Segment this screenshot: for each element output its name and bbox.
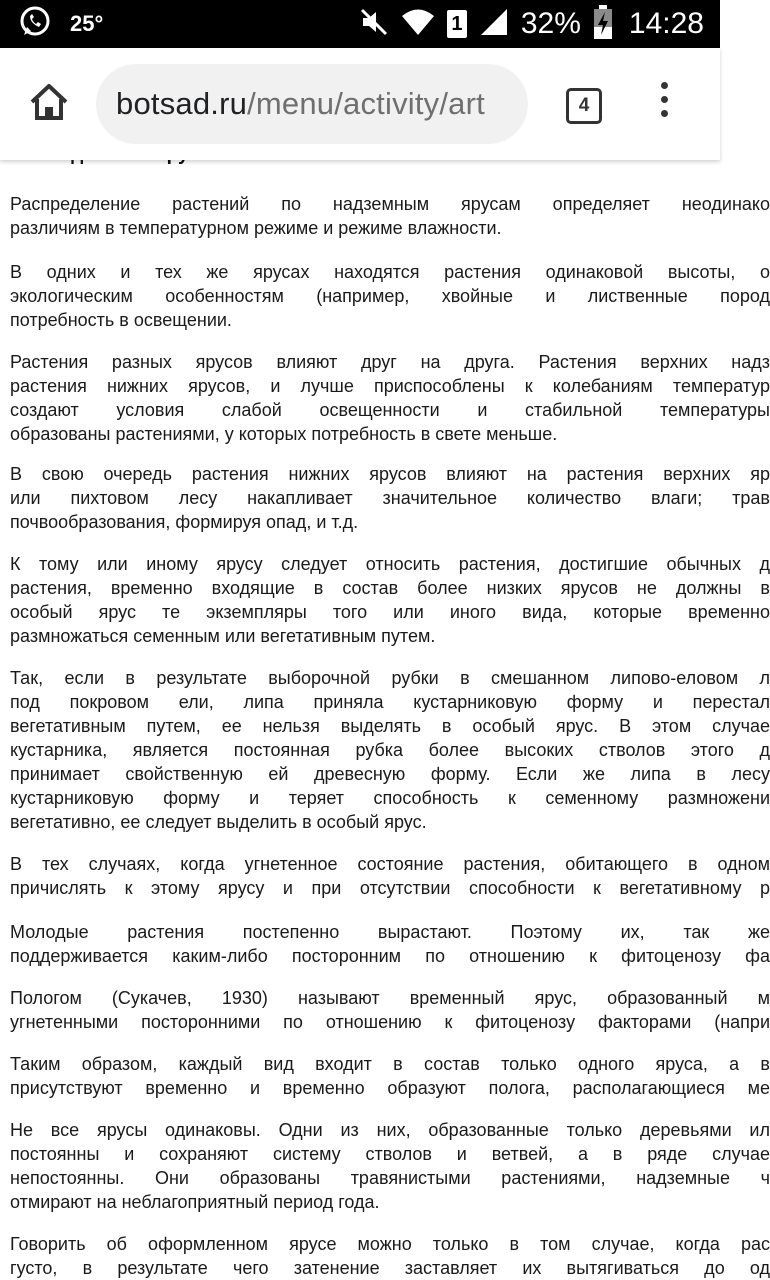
paragraph-line: потребность в освещении. [10,310,232,330]
menu-dot-icon [661,110,668,117]
signal-icon [479,7,509,42]
paragraph-line: отмирают на неблагоприятный период года. [10,1192,380,1212]
paragraph-line: или пихтовом лесу накапливает значительное количество влаги; трав [10,488,770,508]
temperature-text: 25° [70,11,104,36]
wifi-icon [401,7,435,42]
paragraph-line: почвообразования, формируя опад, и т.д. [10,512,359,532]
article-paragraph [10,1052,770,1100]
paragraph-line: экологическим особенностям (например, хвойные и лиственные пород [10,286,770,306]
paragraph-line: вегетативным путем, ее нельзя выделять в особый ярус. В этом случае [10,716,770,736]
paragraph-line: Так, если в результате выборочной рубки в смешанном липово-еловом л [10,668,770,688]
home-icon [24,78,74,128]
paragraph-line: Не все ярусы одинаковы. Одни из них, образованные только деревьями ил [10,1120,770,1140]
battery-percent: 32% [520,7,581,40]
paragraph-line: поддерживается каким-либо посторонним по отношению к фитоценозу фа [10,946,770,966]
menu-dot-icon [661,96,668,103]
paragraph-line: Таким образом, каждый вид входит в состав только одного яруса, а в [10,1054,770,1074]
url-domain: botsad.ru [116,86,248,121]
paragraph-line: принимает свойственную ей древесную форму. Если же липа в лесу [10,764,770,784]
paragraph-line: В свою очередь растения нижних ярусов влияют на растения верхних яр [10,464,770,484]
paragraph-line: Распределение растений по надземным ярусам определяет неодинако [10,194,770,214]
article-paragraph [10,260,770,332]
article-paragraph [10,552,770,648]
paragraph-line: образованы растениями, у которых потребность в свете меньше. [10,424,558,444]
paragraph-line: Пологом (Сукачев, 1930) называют временный ярус, образованный м [10,988,770,1008]
menu-dot-icon [661,82,668,89]
paragraph-line: Говорить об оформленном ярусе можно только в том случае, когда рас [10,1234,770,1254]
article-paragraph [10,986,770,1034]
paragraph-line: растения нижних ярусов, и лучше приспособлены к колебаниям температур [10,376,770,396]
paragraph-line: непостоянны. Они образованы травянистыми растениями, надземные ч [10,1168,770,1188]
clock: 14:28 [628,7,704,40]
paragraph-line: густо, в результате чего затенение заставляет их вытягиваться до од [10,1258,770,1278]
page-content [0,160,770,1280]
tab-switcher-button[interactable]: 4 [566,88,602,124]
home-button[interactable] [24,78,74,128]
battery-icon [593,5,613,44]
article-paragraph [10,666,770,834]
url-path: /menu/activity/art [247,86,485,121]
browser-toolbar [0,48,720,160]
paragraph-line: кустарника, является постоянная рубка более высоких стволов этого д [10,740,770,760]
article-paragraph [10,192,770,240]
address-bar[interactable] [96,64,528,144]
paragraph-line: угнетенными посторонними по отношению к фитоценозу факторами (напри [10,1012,770,1032]
paragraph-line: постоянны и сохраняют систему стволов и ветвей, а в ряде случае [10,1144,770,1164]
article-paragraph [10,350,770,446]
paragraph-line: В одних и тех же ярусах находятся растения одинаковой высоты, о [10,262,770,282]
paragraph-line: причислять к этому ярусу и при отсутствии способности к вегетативному р [10,878,770,898]
paragraph-line: Молодые растения постепенно вырастают. Поэтому их, так же [10,922,770,942]
article-paragraph [10,1232,770,1280]
paragraph-line: размножаться семенным или вегетативным путем. [10,626,436,646]
paragraph-line: Растения разных ярусов влияют друг на друга. Растения верхних надз [10,352,770,372]
paragraph-line: растения, временно входящие в состав более низких ярусов не должны в [10,578,770,598]
paragraph-line: кустарниковую форму и теряет способность к семенному размножени [10,788,770,808]
status-bar [0,0,720,48]
paragraph-line: под покровом ели, липа приняла кустарниковую форму и перестал [10,692,770,712]
paragraph-line: различиям в температурном режиме и режиме влажности. [10,218,502,238]
paragraph-line: особый ярус те экземпляры того или иного вида, которые временно [10,602,770,622]
article-paragraph [10,462,770,534]
paragraph-line: создают условия слабой освещенности и стабильной температуры [10,400,770,420]
paragraph-line: присутствуют временно и временно образуют полога, располагающиеся ме [10,1078,770,1098]
paragraph-line: В тех случаях, когда угнетенное состояние растения, обитающего в одном [10,854,770,874]
paragraph-line: вегетативно, ее следует выделить в особый ярус. [10,812,427,832]
whatsapp-icon [18,5,52,44]
article-paragraph [10,1118,770,1214]
sim-icon: 1 [447,10,467,38]
article-paragraph [10,852,770,900]
mute-icon [359,7,389,42]
paragraph-line: К тому или иному ярусу следует относить растения, достигшие обычных д [10,554,770,574]
article-paragraph [10,920,770,968]
overflow-menu-button[interactable] [652,82,676,126]
